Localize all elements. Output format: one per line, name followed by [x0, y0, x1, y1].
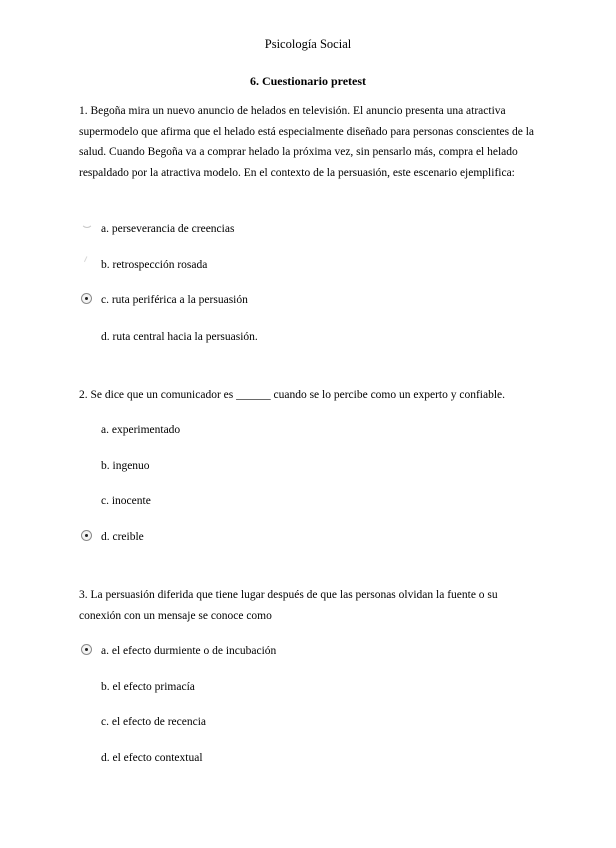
question-3-option-c[interactable] — [80, 713, 400, 731]
question-1-option-d[interactable] — [80, 328, 400, 346]
option-label: d. creible — [101, 531, 144, 543]
question-1-text: 1. Begoña mira un nuevo anuncio de helados en televisión. El anuncio presenta una atractiva supermodelo que afirma que el helado está especialmente diseñado para personas conscientes de la salud. Cuando Begoña va a comprar helado la próxima vez, sin pensarlo más, compra el helado respaldado por la atractiva modelo. En el contexto de la persuasión, este escenario ejemplifica: — [79, 105, 535, 179]
option-label: b. ingenuo — [101, 460, 150, 472]
option-label: a. perseverancia de creencias — [101, 223, 235, 235]
question-2-option-d[interactable] — [80, 528, 400, 546]
page-header: Psicología Social — [264, 37, 352, 51]
option-label: a. experimentado — [101, 424, 181, 436]
option-label: c. ruta periférica a la persuasión — [101, 294, 248, 306]
section-title: 6. Cuestionario pretest — [249, 74, 367, 88]
option-label: b. el efecto primacía — [101, 681, 195, 693]
option-label: c. el efecto de recencia — [101, 716, 207, 728]
question-2-option-a[interactable] — [80, 421, 400, 439]
question-3-option-b[interactable] — [80, 678, 400, 696]
question-1-option-a[interactable] — [80, 220, 400, 238]
option-label: a. el efecto durmiente o de incubación — [101, 645, 277, 657]
radio-selected-icon[interactable] — [81, 293, 92, 304]
question-2-text: 2. Se dice que un comunicador es ______ cuando se lo percibe como un experto y confiable. — [79, 389, 506, 401]
option-label: d. el efecto contextual — [101, 752, 203, 764]
option-label: c. inocente — [101, 495, 151, 507]
question-3-option-d[interactable] — [80, 749, 400, 767]
question-1-option-b[interactable] — [80, 256, 400, 274]
radio-selected-icon[interactable] — [81, 530, 92, 541]
question-3-text: 3. La persuasión diferida que tiene lugar después de que las personas olvidan la fuente o su conexión con un mensaje se conoce como — [79, 589, 498, 622]
question-2-option-b[interactable] — [80, 457, 400, 475]
question-3-option-a[interactable] — [80, 642, 400, 660]
option-label: b. retrospección rosada — [101, 259, 208, 271]
question-2-option-c[interactable] — [80, 492, 400, 510]
radio-unselected-icon[interactable] — [81, 221, 93, 228]
option-label: d. ruta central hacia la persuasión. — [101, 331, 258, 343]
question-1-option-c[interactable] — [80, 291, 400, 309]
radio-selected-icon[interactable] — [81, 644, 92, 655]
radio-unselected-icon[interactable] — [84, 256, 91, 264]
